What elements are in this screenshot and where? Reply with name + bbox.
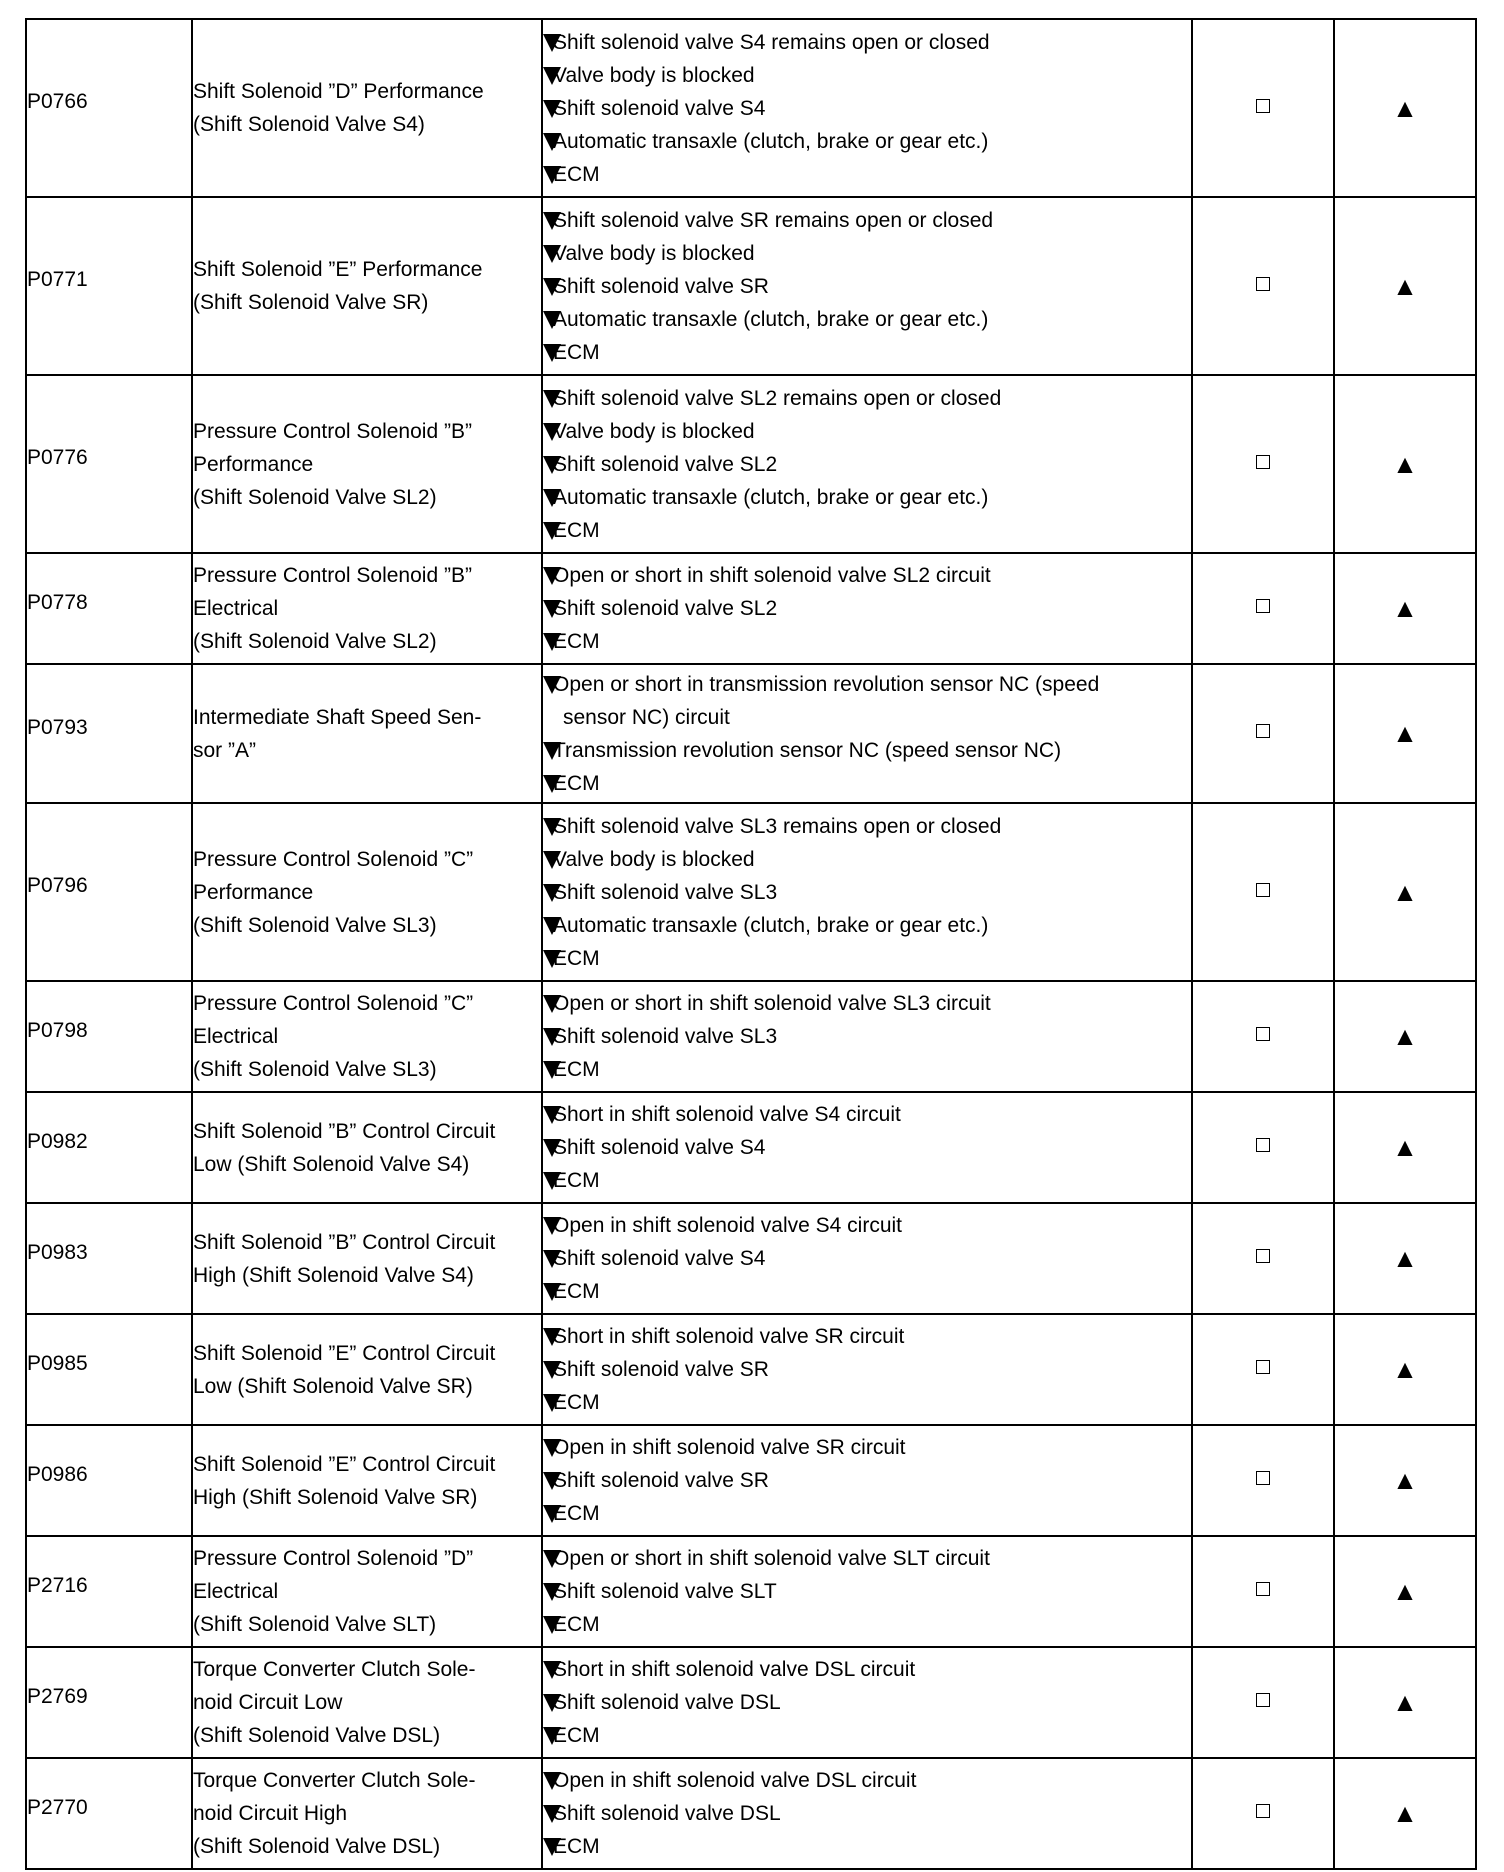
square-outline-icon <box>1256 455 1270 469</box>
trouble-area-text: ECM <box>553 1058 600 1081</box>
dtc-code-cell <box>26 1536 192 1647</box>
trouble-area-text: Shift solenoid valve S4 <box>553 96 766 120</box>
trouble-area-text: Shift solenoid valve SR <box>553 1358 769 1381</box>
triangle-up-icon: ▲ <box>1392 270 1418 301</box>
detection-item-line: (Shift Solenoid Valve DSL) <box>193 1724 441 1747</box>
trouble-area-line <box>543 668 1191 701</box>
trouble-area-text: ECM <box>553 162 600 186</box>
trouble-area-line <box>543 1020 1191 1053</box>
trouble-area-cell <box>542 375 1192 553</box>
trouble-area-text: Shift solenoid valve SL3 <box>553 1025 778 1048</box>
triangle-up-icon: ▲ <box>1392 1021 1418 1051</box>
dtc-code-cell <box>26 664 192 803</box>
table-row <box>26 1314 1476 1425</box>
table-row <box>26 375 1476 553</box>
trouble-area-line <box>543 336 1191 369</box>
square-outline-icon <box>1256 883 1270 897</box>
detection-item-cell <box>192 1758 542 1869</box>
trouble-area-line <box>543 987 1191 1020</box>
trouble-area-cell <box>542 1203 1192 1314</box>
trouble-area-text: Automatic transaxle (clutch, brake or gear etc.) <box>553 485 989 509</box>
dtc-code: P2769 <box>27 1684 88 1708</box>
trouble-area-line <box>543 1242 1191 1275</box>
memory-cell <box>1334 981 1476 1092</box>
trouble-area-line <box>543 1542 1191 1575</box>
trouble-area-text: Automatic transaxle (clutch, brake or gear etc.) <box>553 913 989 937</box>
table-row <box>26 664 1476 803</box>
trouble-area-line <box>543 1320 1191 1353</box>
dtc-code-cell <box>26 375 192 553</box>
trouble-area-line <box>543 303 1191 336</box>
trouble-area-line <box>543 237 1191 270</box>
trouble-area-line <box>543 1575 1191 1608</box>
square-outline-icon <box>1256 1138 1270 1152</box>
memory-cell <box>1334 553 1476 664</box>
trouble-area-cell <box>542 1425 1192 1536</box>
mil-cell <box>1192 803 1334 981</box>
table-row <box>26 553 1476 664</box>
trouble-area-line <box>543 1131 1191 1164</box>
trouble-area-line <box>543 382 1191 415</box>
trouble-area-text: Valve body is blocked <box>553 63 755 87</box>
square-outline-icon <box>1256 99 1270 113</box>
trouble-area-text: ECM <box>553 340 600 364</box>
dtc-code: P0778 <box>27 590 88 614</box>
trouble-area-text: Short in shift solenoid valve S4 circuit <box>553 1103 901 1126</box>
dtc-code-cell <box>26 197 192 375</box>
trouble-area-cell <box>542 981 1192 1092</box>
triangle-up-icon: ▲ <box>1392 1687 1418 1717</box>
detection-item-line: Shift Solenoid ”D” Performance <box>193 80 484 103</box>
square-outline-icon <box>1256 1027 1270 1041</box>
detection-item-line: (Shift Solenoid Valve SLT) <box>193 1613 437 1636</box>
trouble-area-line <box>543 1209 1191 1242</box>
trouble-area-cell <box>542 197 1192 375</box>
trouble-area-line <box>543 843 1191 876</box>
mil-cell <box>1192 19 1334 197</box>
detection-item-cell <box>192 1203 542 1314</box>
dtc-table <box>25 18 1477 1870</box>
trouble-area-line <box>543 448 1191 481</box>
square-outline-icon <box>1256 1249 1270 1263</box>
trouble-area-text: ECM <box>553 1169 600 1192</box>
trouble-area-line <box>543 158 1191 191</box>
trouble-area-text: Shift solenoid valve SL2 <box>553 597 778 620</box>
detection-item-line: Shift Solenoid ”B” Control Circuit <box>193 1230 496 1254</box>
trouble-area-text: Valve body is blocked <box>553 241 755 265</box>
trouble-area-text: Automatic transaxle (clutch, brake or gear etc.) <box>553 129 989 153</box>
trouble-area-text: Open in shift solenoid valve S4 circuit <box>553 1214 903 1237</box>
trouble-area-line <box>543 1464 1191 1497</box>
trouble-area-text: Valve body is blocked <box>553 419 755 443</box>
mil-cell <box>1192 981 1334 1092</box>
dtc-code: P0798 <box>27 1018 88 1042</box>
trouble-area-text: ECM <box>553 630 600 653</box>
trouble-area-line <box>543 734 1191 767</box>
detection-item-line: High (Shift Solenoid Valve S4) <box>193 1263 474 1287</box>
dtc-code: P0771 <box>27 267 88 291</box>
trouble-area-line <box>543 1764 1191 1797</box>
triangle-up-icon: ▲ <box>1392 1354 1418 1384</box>
trouble-area-line <box>543 1608 1191 1641</box>
detection-item-line: Performance <box>193 452 314 476</box>
detection-item-line: (Shift Solenoid Valve SR) <box>193 291 429 314</box>
trouble-area-text: Shift solenoid valve S4 <box>553 1247 766 1270</box>
trouble-area-text: ECM <box>553 1835 600 1858</box>
dtc-code-cell <box>26 1425 192 1536</box>
memory-cell <box>1334 1314 1476 1425</box>
detection-item-cell <box>192 803 542 981</box>
memory-cell <box>1334 375 1476 553</box>
trouble-area-text: ECM <box>553 518 600 542</box>
detection-item-line: sor ”A” <box>193 738 256 762</box>
trouble-area-line <box>543 1497 1191 1530</box>
trouble-area-text: Shift solenoid valve SR remains open or closed <box>553 208 994 232</box>
trouble-area-line <box>543 1830 1191 1863</box>
dtc-code: P0983 <box>27 1240 88 1264</box>
dtc-code: P2716 <box>27 1573 88 1597</box>
dtc-code: P0986 <box>27 1462 88 1486</box>
triangle-up-icon: ▲ <box>1392 448 1418 479</box>
detection-item-cell <box>192 19 542 197</box>
trouble-area-text: Open or short in transmission revolution sensor NC (speed <box>553 672 1100 696</box>
trouble-area-line <box>543 270 1191 303</box>
trouble-area-line <box>543 942 1191 975</box>
detection-item-line: noid Circuit High <box>193 1802 348 1825</box>
detection-item-cell <box>192 553 542 664</box>
triangle-up-icon: ▲ <box>1392 718 1418 748</box>
trouble-area-line <box>543 1686 1191 1719</box>
dtc-code: P0796 <box>27 873 88 897</box>
memory-cell <box>1334 197 1476 375</box>
square-outline-icon <box>1256 724 1270 738</box>
detection-item-line: Torque Converter Clutch Sole- <box>193 1658 476 1681</box>
mil-cell <box>1192 1203 1334 1314</box>
trouble-area-text: Shift solenoid valve SL2 remains open or closed <box>553 386 1002 410</box>
trouble-area-text: ECM <box>553 1502 600 1525</box>
trouble-area-text: Shift solenoid valve DSL <box>553 1802 781 1825</box>
trouble-area-text: Short in shift solenoid valve DSL circuit <box>553 1658 916 1681</box>
dtc-code-cell <box>26 19 192 197</box>
memory-cell <box>1334 1647 1476 1758</box>
detection-item-line: (Shift Solenoid Valve S4) <box>193 113 425 136</box>
dtc-code-cell <box>26 1203 192 1314</box>
trouble-area-cell <box>542 1758 1192 1869</box>
trouble-area-line <box>543 767 1191 800</box>
detection-item-line: Performance <box>193 880 314 904</box>
detection-item-cell <box>192 197 542 375</box>
square-outline-icon <box>1256 1471 1270 1485</box>
memory-cell <box>1334 803 1476 981</box>
trouble-area-text: Open in shift solenoid valve SR circuit <box>553 1436 906 1459</box>
detection-item-line: Pressure Control Solenoid ”B” <box>193 564 472 587</box>
detection-item-line: Shift Solenoid ”E” Control Circuit <box>193 1452 496 1476</box>
trouble-area-text: Transmission revolution sensor NC (speed sensor NC) <box>553 738 1062 762</box>
trouble-area-text: Open or short in shift solenoid valve SLT circuit <box>553 1547 990 1570</box>
trouble-area-cell <box>542 1092 1192 1203</box>
dtc-code-cell <box>26 1314 192 1425</box>
memory-cell <box>1334 1425 1476 1536</box>
trouble-area-line <box>543 204 1191 237</box>
detection-item-cell <box>192 1647 542 1758</box>
table-row <box>26 1536 1476 1647</box>
detection-item-line: Low (Shift Solenoid Valve S4) <box>193 1152 470 1176</box>
trouble-area-line <box>543 1797 1191 1830</box>
trouble-area-text: ECM <box>553 1391 600 1414</box>
memory-cell <box>1334 1536 1476 1647</box>
dtc-code: P0985 <box>27 1351 88 1375</box>
trouble-area-text: Automatic transaxle (clutch, brake or gear etc.) <box>553 307 989 331</box>
trouble-area-line <box>543 59 1191 92</box>
square-outline-icon <box>1256 599 1270 613</box>
trouble-area-line <box>543 1353 1191 1386</box>
trouble-area-line <box>543 701 1191 734</box>
table-row <box>26 197 1476 375</box>
trouble-area-text: Valve body is blocked <box>553 847 755 871</box>
trouble-area-text: Shift solenoid valve SLT <box>553 1580 777 1603</box>
detection-item-line: (Shift Solenoid Valve DSL) <box>193 1835 441 1858</box>
mil-cell <box>1192 1647 1334 1758</box>
trouble-area-cell <box>542 1314 1192 1425</box>
detection-item-line: Shift Solenoid ”E” Control Circuit <box>193 1341 496 1365</box>
detection-item-line: Intermediate Shaft Speed Sen- <box>193 705 482 729</box>
mil-cell <box>1192 553 1334 664</box>
dtc-code-cell <box>26 803 192 981</box>
trouble-area-line <box>543 559 1191 592</box>
detection-item-line: (Shift Solenoid Valve SL3) <box>193 1058 437 1081</box>
detection-item-cell <box>192 1536 542 1647</box>
dtc-code: P0776 <box>27 445 88 469</box>
table-row <box>26 1092 1476 1203</box>
memory-cell <box>1334 1758 1476 1869</box>
dtc-code: P2770 <box>27 1795 88 1819</box>
detection-item-cell <box>192 1314 542 1425</box>
detection-item-line: Electrical <box>193 597 279 620</box>
table-row <box>26 1758 1476 1869</box>
trouble-area-text: Shift solenoid valve DSL <box>553 1691 781 1714</box>
mil-cell <box>1192 197 1334 375</box>
triangle-up-icon: ▲ <box>1392 1576 1418 1606</box>
detection-item-line: noid Circuit Low <box>193 1691 343 1714</box>
trouble-area-text: Short in shift solenoid valve SR circuit <box>553 1325 905 1348</box>
trouble-area-line <box>543 810 1191 843</box>
triangle-up-icon: ▲ <box>1392 92 1418 123</box>
table-row <box>26 981 1476 1092</box>
trouble-area-line <box>543 1164 1191 1197</box>
square-outline-icon <box>1256 1582 1270 1596</box>
square-outline-icon <box>1256 1693 1270 1707</box>
dtc-code-cell <box>26 553 192 664</box>
trouble-area-line <box>543 1431 1191 1464</box>
square-outline-icon <box>1256 1804 1270 1818</box>
trouble-area-cell <box>542 1647 1192 1758</box>
table-row <box>26 803 1476 981</box>
detection-item-line: Low (Shift Solenoid Valve SR) <box>193 1374 473 1398</box>
triangle-up-icon: ▲ <box>1392 876 1418 907</box>
triangle-up-icon: ▲ <box>1392 1465 1418 1495</box>
dtc-code-cell <box>26 981 192 1092</box>
trouble-area-line <box>543 1098 1191 1131</box>
trouble-area-line <box>543 909 1191 942</box>
trouble-area-line <box>543 26 1191 59</box>
dtc-code-cell <box>26 1092 192 1203</box>
trouble-area-cell <box>542 803 1192 981</box>
trouble-area-cell <box>542 664 1192 803</box>
trouble-area-text: Open in shift solenoid valve DSL circuit <box>553 1769 917 1792</box>
table-row <box>26 1647 1476 1758</box>
detection-item-line: (Shift Solenoid Valve SL2) <box>193 485 437 509</box>
trouble-area-text: Shift solenoid valve SR <box>553 274 769 298</box>
table-row <box>26 1203 1476 1314</box>
trouble-area-cell <box>542 19 1192 197</box>
mil-cell <box>1192 1536 1334 1647</box>
trouble-area-line <box>543 592 1191 625</box>
trouble-area-text: ECM <box>553 1613 600 1636</box>
detection-item-line: Electrical <box>193 1025 279 1048</box>
table-row <box>26 1425 1476 1536</box>
detection-item-line: Shift Solenoid ”B” Control Circuit <box>193 1119 496 1143</box>
trouble-area-text: Shift solenoid valve S4 <box>553 1136 766 1159</box>
trouble-area-text: Shift solenoid valve SL3 <box>553 880 778 904</box>
trouble-area-cell <box>542 1536 1192 1647</box>
trouble-area-line <box>543 1386 1191 1419</box>
trouble-area-line <box>543 514 1191 547</box>
square-outline-icon <box>1256 1360 1270 1374</box>
mil-cell <box>1192 1425 1334 1536</box>
detection-item-line: Electrical <box>193 1580 279 1603</box>
table-row <box>26 19 1476 197</box>
dtc-code-cell <box>26 1647 192 1758</box>
mil-cell <box>1192 664 1334 803</box>
trouble-area-text: sensor NC) circuit <box>563 705 730 729</box>
dtc-code: P0982 <box>27 1129 88 1153</box>
trouble-area-line <box>543 92 1191 125</box>
detection-item-line: Pressure Control Solenoid ”D” <box>193 1547 474 1570</box>
trouble-area-line <box>543 1653 1191 1686</box>
trouble-area-text: Shift solenoid valve SR <box>553 1469 769 1492</box>
detection-item-line: High (Shift Solenoid Valve SR) <box>193 1485 478 1509</box>
triangle-up-icon: ▲ <box>1392 1243 1418 1273</box>
detection-item-cell <box>192 981 542 1092</box>
detection-item-cell <box>192 1092 542 1203</box>
trouble-area-line <box>543 625 1191 658</box>
memory-cell <box>1334 19 1476 197</box>
mil-cell <box>1192 1758 1334 1869</box>
triangle-up-icon: ▲ <box>1392 593 1418 623</box>
dtc-code: P0766 <box>27 89 88 113</box>
trouble-area-text: Open or short in shift solenoid valve SL2 circuit <box>553 564 991 587</box>
mil-cell <box>1192 375 1334 553</box>
trouble-area-text: ECM <box>553 1724 600 1747</box>
trouble-area-line <box>543 876 1191 909</box>
detection-item-cell <box>192 375 542 553</box>
detection-item-line: Shift Solenoid ”E” Performance <box>193 258 483 281</box>
dtc-code: P0793 <box>27 715 88 739</box>
trouble-area-text: ECM <box>553 771 600 795</box>
dtc-code-cell <box>26 1758 192 1869</box>
trouble-area-line <box>543 1053 1191 1086</box>
memory-cell <box>1334 1203 1476 1314</box>
trouble-area-line <box>543 125 1191 158</box>
memory-cell <box>1334 664 1476 803</box>
trouble-area-line <box>543 481 1191 514</box>
detection-item-cell <box>192 1425 542 1536</box>
detection-item-line: Pressure Control Solenoid ”C” <box>193 992 474 1015</box>
detection-item-line: Torque Converter Clutch Sole- <box>193 1769 476 1792</box>
trouble-area-text: Open or short in shift solenoid valve SL3 circuit <box>553 992 991 1015</box>
trouble-area-line <box>543 1275 1191 1308</box>
triangle-up-icon: ▲ <box>1392 1798 1418 1828</box>
detection-item-line: (Shift Solenoid Valve SL2) <box>193 630 437 653</box>
trouble-area-text: Shift solenoid valve SL3 remains open or closed <box>553 814 1002 838</box>
mil-cell <box>1192 1314 1334 1425</box>
memory-cell <box>1334 1092 1476 1203</box>
trouble-area-text: ECM <box>553 946 600 970</box>
trouble-area-line <box>543 415 1191 448</box>
detection-item-cell <box>192 664 542 803</box>
trouble-area-text: Shift solenoid valve S4 remains open or closed <box>553 30 990 54</box>
trouble-area-cell <box>542 553 1192 664</box>
detection-item-line: Pressure Control Solenoid ”C” <box>193 847 474 871</box>
mil-cell <box>1192 1092 1334 1203</box>
triangle-up-icon: ▲ <box>1392 1132 1418 1162</box>
detection-item-line: (Shift Solenoid Valve SL3) <box>193 913 437 937</box>
square-outline-icon <box>1256 277 1270 291</box>
detection-item-line: Pressure Control Solenoid ”B” <box>193 419 472 443</box>
trouble-area-text: Shift solenoid valve SL2 <box>553 452 778 476</box>
dtc-table-body <box>26 19 1476 1869</box>
trouble-area-line <box>543 1719 1191 1752</box>
trouble-area-text: ECM <box>553 1280 600 1303</box>
